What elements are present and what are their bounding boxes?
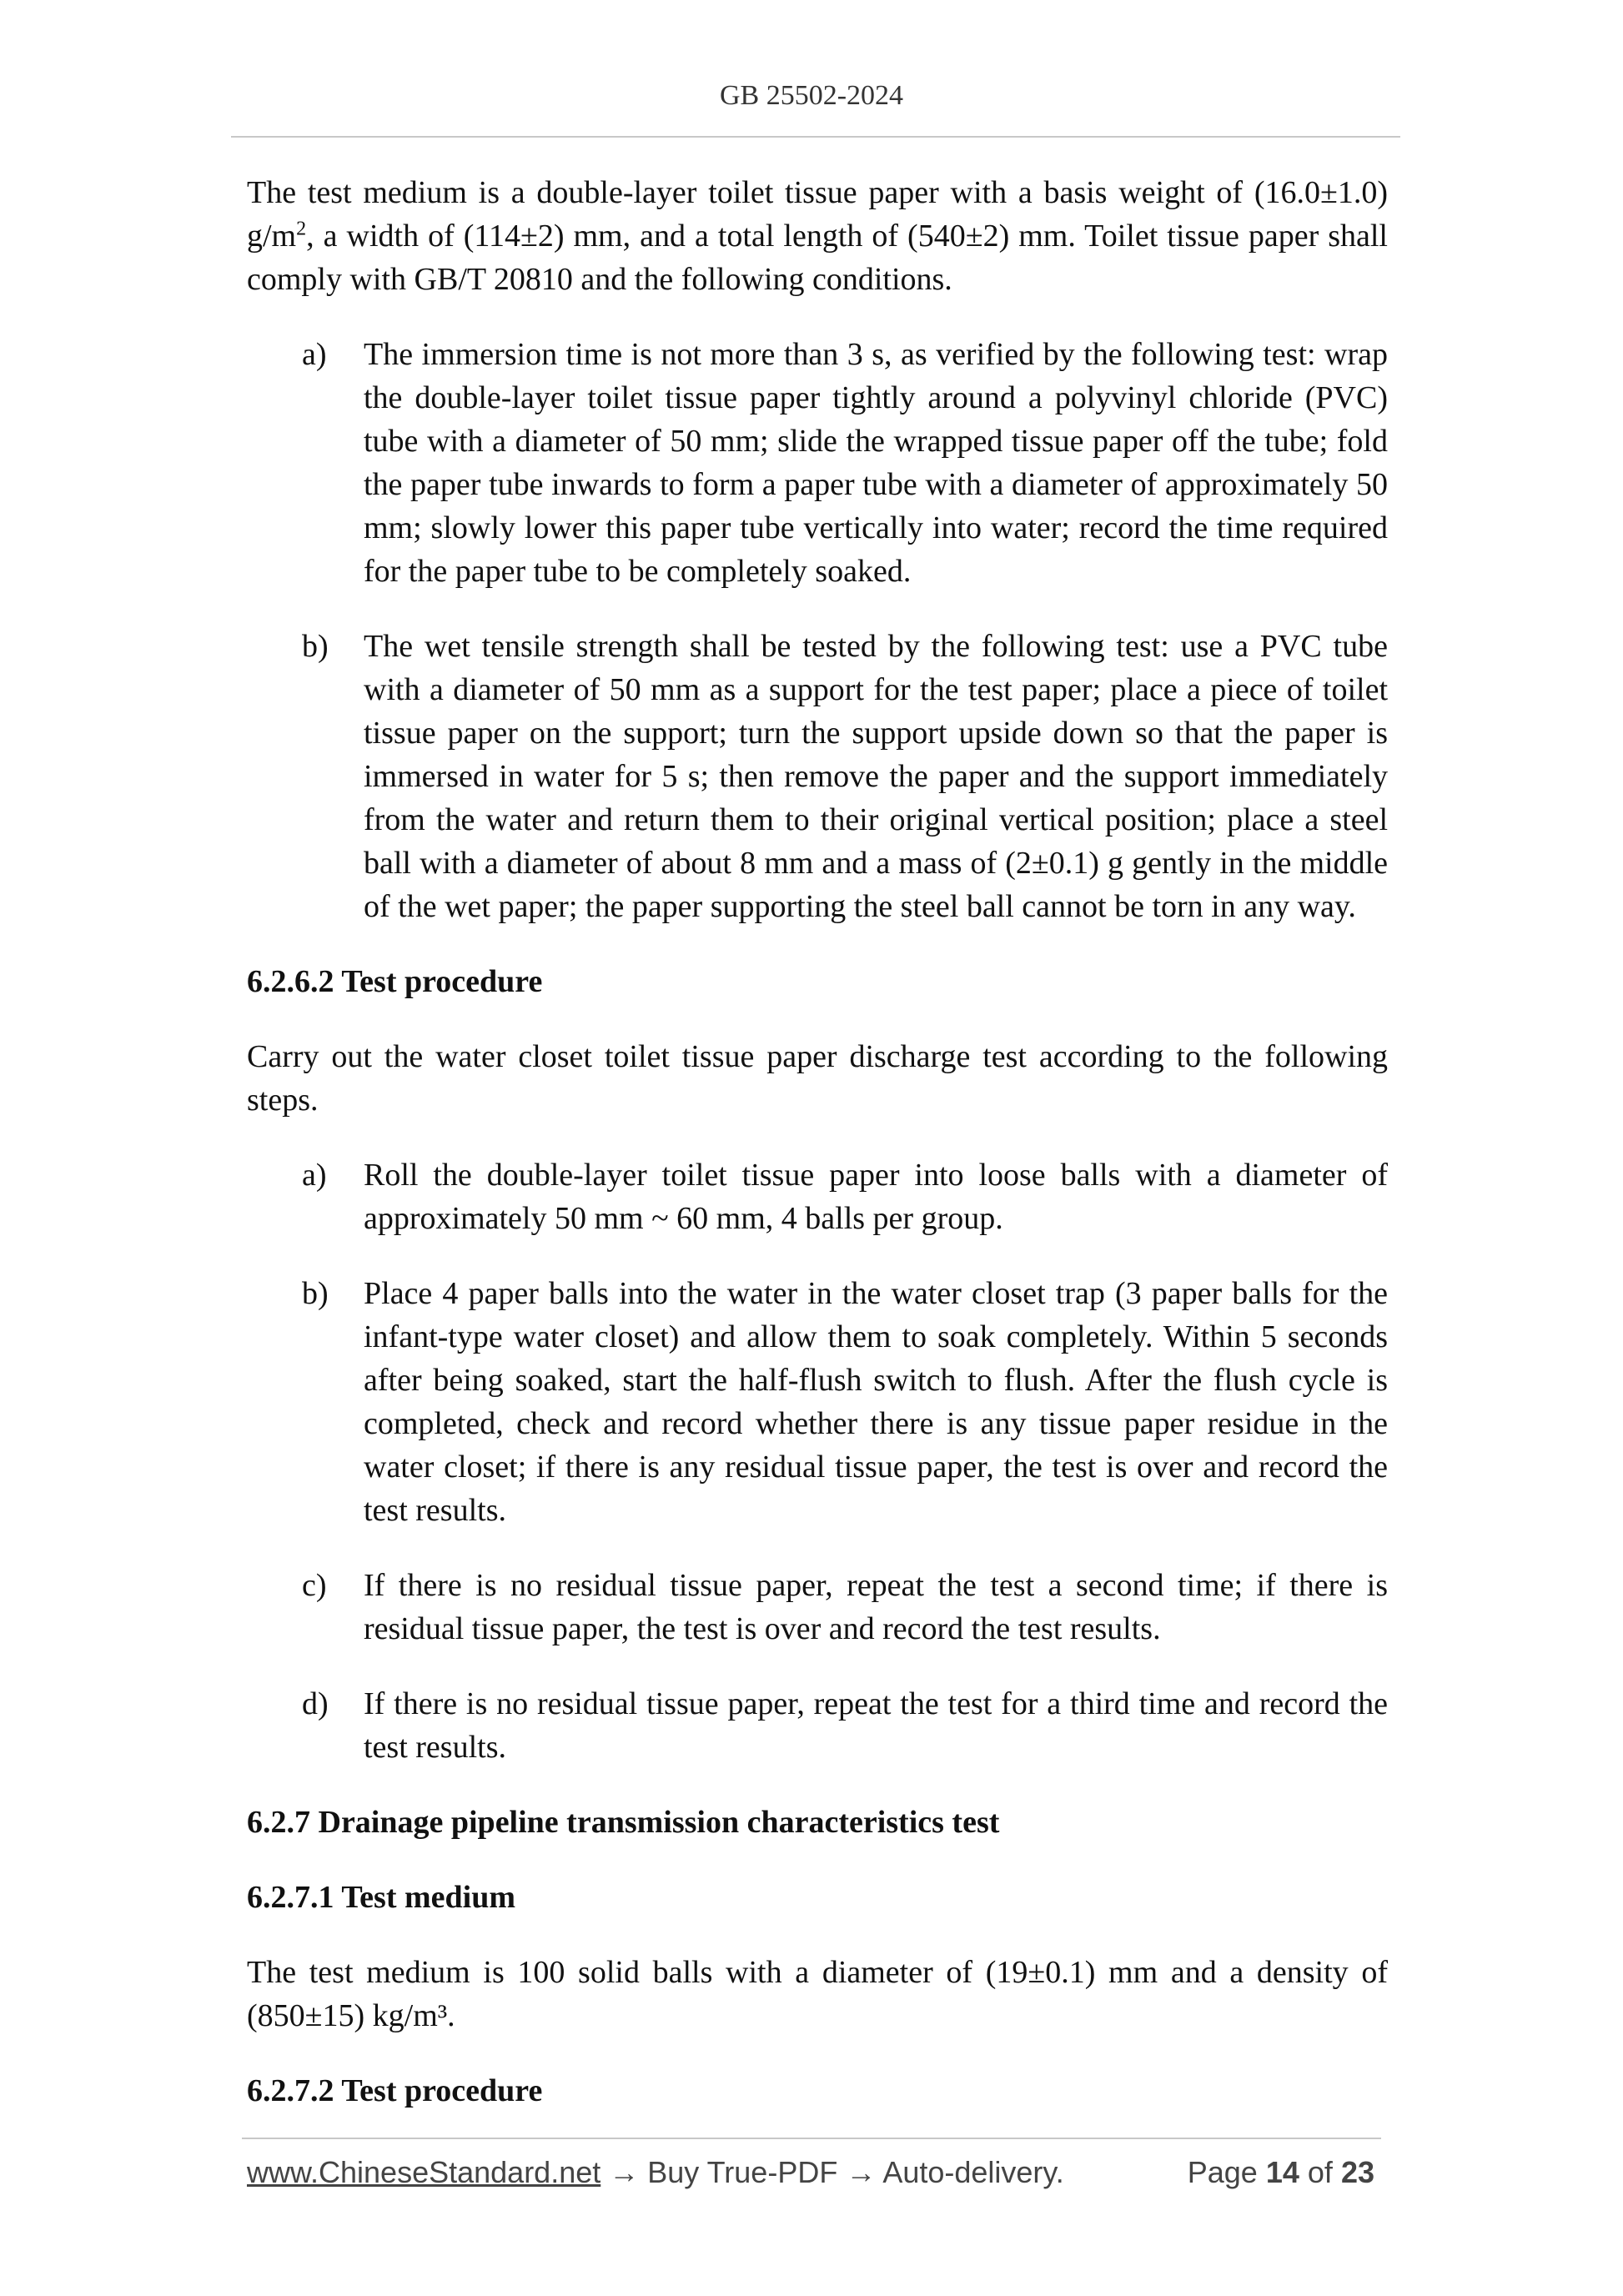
list-label: d) xyxy=(302,1686,329,1721)
intro-text-part2: , a width of (114±2) mm, and a total length of (540±2) mm. Toilet tissue paper shall comply with GB/T 20810 and the following conditions. xyxy=(247,219,1388,297)
list-label: c) xyxy=(302,1568,327,1603)
page-footer xyxy=(247,2155,1388,2197)
website-link[interactable]: www.ChineseStandard.net xyxy=(247,2155,601,2189)
medium-item-a xyxy=(247,333,1388,593)
procedure-item-d xyxy=(247,1682,1388,1769)
medium-6271-paragraph: The test medium is 100 solid balls with a diameter of (19±0.1) mm and a density of (850±15) kg/m³. xyxy=(247,1955,1388,2033)
section-heading-6271: 6.2.7.1 Test medium xyxy=(247,1880,515,1915)
list-label: a) xyxy=(302,1158,327,1193)
list-item-text: If there is no residual tissue paper, repeat the test a second time; if there is residual tissue paper, the test is over and record the test results. xyxy=(364,1568,1388,1646)
intro-superscript: 2 xyxy=(296,218,307,240)
footer-tagline: → Buy True-PDF → Auto-delivery. xyxy=(600,2155,1064,2189)
list-item-text: Roll the double-layer toilet tissue paper into loose balls with a diameter of approximately 50 mm ~ 60 mm, 4 balls per group. xyxy=(364,1158,1388,1236)
list-label: a) xyxy=(302,337,327,372)
document-body xyxy=(247,171,1388,2144)
page-indicator xyxy=(1188,2155,1374,2190)
page-word: Page xyxy=(1187,2155,1258,2189)
footer-divider xyxy=(242,2138,1381,2139)
list-item-text: If there is no residual tissue paper, repeat the test for a third time and record the test results. xyxy=(364,1686,1388,1765)
intro-text-part1: The test medium is a double-layer toilet tissue paper with a basis weight of (16.0±1.0) g/m xyxy=(247,175,1388,254)
intro-paragraph xyxy=(247,171,1388,301)
list-item-text: The immersion time is not more than 3 s, as verified by the following test: wrap the double-layer toilet tissue paper tightly around a polyvinyl chloride (PVC) tube with a diameter of 50 mm; slide the wrapped tissue paper off the tube; fold the paper tube inwards to form a paper tube with a diameter of approximately 50 mm; slowly lower this paper tube vertically into water; record the time required for the paper tube to be completely soaked. xyxy=(364,337,1388,589)
procedure-item-b xyxy=(247,1272,1388,1532)
header-divider xyxy=(231,136,1400,138)
page-header: GB 25502-2024 xyxy=(719,80,904,111)
procedure-item-a xyxy=(247,1153,1388,1240)
page-current: 14 xyxy=(1265,2155,1299,2189)
procedure-intro: Carry out the water closet toilet tissue paper discharge test according to the following steps. xyxy=(247,1039,1388,1118)
footer-left xyxy=(247,2155,1064,2190)
list-label: b) xyxy=(302,1276,329,1311)
list-item-text: Place 4 paper balls into the water in the water closet trap (3 paper balls for the infant-type water closet) and allow them to soak completely. Within 5 seconds after being soaked, start the half-flush switch to flush. After the flush cycle is completed, check and record whether there is any tissue paper residue in the water closet; if there is any residual tissue paper, the test is over and record the test results. xyxy=(364,1276,1388,1528)
section-heading-627: 6.2.7 Drainage pipeline transmission characteristics test xyxy=(247,1805,1000,1840)
of-word: of xyxy=(1307,2155,1333,2189)
section-heading-6272: 6.2.7.2 Test procedure xyxy=(247,2073,543,2108)
section-heading-6262: 6.2.6.2 Test procedure xyxy=(247,964,543,999)
list-label: b) xyxy=(302,629,329,664)
list-item-text: The wet tensile strength shall be tested by the following test: use a PVC tube with a diameter of 50 mm as a support for the test paper; place a piece of toilet tissue paper on the support; turn the support upside down so that the paper is immersed in water for 5 s; then remove the paper and the support immediately from the water and return them to their original vertical position; place a steel ball with a diameter of about 8 mm and a mass of (2±0.1) g gently in the middle of the wet paper; the paper supporting the steel ball cannot be torn in any way. xyxy=(364,629,1388,924)
medium-item-b xyxy=(247,625,1388,928)
page-total: 23 xyxy=(1340,2155,1374,2189)
procedure-item-c xyxy=(247,1564,1388,1650)
